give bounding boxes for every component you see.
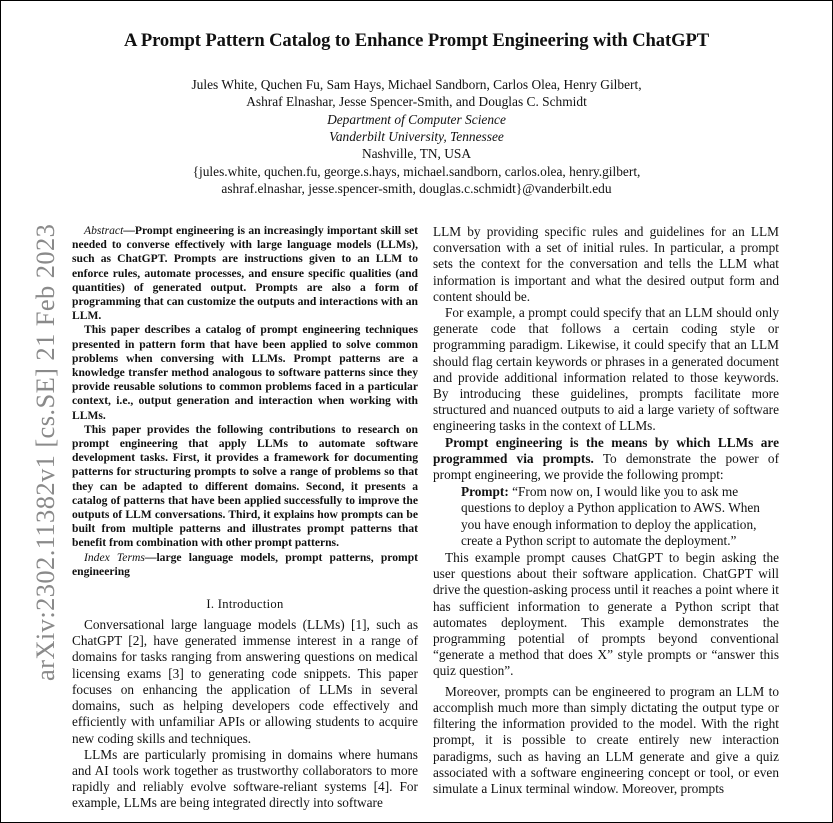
arxiv-stamp-text: arXiv:2302.11382v1 [cs.SE] 21 Feb 2023 [30,223,60,681]
right-column [433,224,779,797]
paper-title: A Prompt Pattern Catalog to Enhance Prompt Engineering with ChatGPT [123,30,709,51]
abstract-paragraph-2: This paper describes a catalog of prompt engineering techniques presented in pattern form that have been applied to solve common problems when conversing with LLMs. Prompt patterns are a knowledge transfer method analogous to software patterns since they provide reusable solutions to common problems faced in a particular context, i.e., output generation and interaction when working with LLMs. [72,323,418,422]
index-terms: Index Terms—large language models, prompt patterns, prompt engineering [72,550,418,578]
abstract-p1: Prompt engineering is an increasingly important skill set needed to converse effectively with large language models (LLMs), such as ChatGPT. Prompts are instructions given to an LLM to enforce rules, automate processes, and ensure specific qualities (and quantities) of generated output. Prompts are also a form of programming that can customize the outputs and interactions with an LLM. [72,224,418,323]
section-heading-introduction: I. Introduction [206,597,284,612]
abstract-lead: Abstract [84,224,124,237]
authors-line-1: Jules White, Quchen Fu, Sam Hays, Michael Sandborn, Carlos Olea, Henry Gilbert, [191,77,642,92]
prompt-example [461,484,779,549]
right-paragraph-0: LLM by providing specific rules and guidelines for an LLM conversation with a set of initial rules. In particular, a prompt sets the context for the conversation and tells the LLM what information is important and what the desired output form and content should be. [433,224,779,304]
arxiv-stamp [28,223,60,681]
affiliation-university: Vanderbilt University, Tennessee [329,129,504,144]
right-paragraph-1: For example, a prompt could specify that an LLM should only generate code that follows a certain coding style or programming paradigm. Likewise, it could specify that an LLM should flag certain keywords or phrases in a generated document and provide additional information related to those keywords. By introducing these guidelines, prompts facilitate more structured and nuanced outputs to aid a large variety of software engineering tasks in the context of LLMs. [433,305,779,434]
affiliation-location: Nashville, TN, USA [361,146,472,161]
abstract-paragraph-3: This paper provides the following contributions to research on prompt engineering that apply LLMs to automate software development tasks. First, it provides a framework for documenting patterns for structuring prompts to solve a range of problems so that they can be adapted to different domains. Second, it presents a catalog of patterns that have been applied successfully to improve the outputs of LLM conversations. Third, it explains how prompts can be built from multiple patterns and illustrates prompt patterns that benefit from combination with other prompt patterns. [72,422,418,550]
authors-line-2: Ashraf Elnashar, Jesse Spencer-Smith, and Douglas C. Schmidt [246,94,587,109]
right-paragraph-3: This example prompt causes ChatGPT to begin asking the user questions about their software application. ChatGPT will drive the question-asking process until it reaches a point where it has sufficient information to generate a Python script that automates deployment. This example demonstrates the programming potential of prompts beyond conventional “generate a method that does X” style prompts or “answer this quiz question”. [433,550,779,679]
abstract-paragraph-1: Abstract—Prompt engineering is an increasingly important skill set needed to converse effectively with large language models (LLMs), such as ChatGPT. Prompts are instructions given to an LLM to enforce rules, automate processes, and ensure specific qualities (and quantities) of generated output. Prompts are also a form of programming that can customize the outputs and interactions with an LLM. [72,224,418,323]
prompt-label: Prompt: [461,484,509,500]
emails-line-1: {jules.white, quchen.fu, george.s.hays, michael.sandborn, carlos.olea, henry.gilbert, [192,164,641,179]
right-paragraph-2 [433,435,779,484]
prompt-text: “From now on, I would like you to ask me questions to deploy a Python application to AWS. When you have enough information to deploy the application, create a Python script to automate the deployment.” [461,484,760,548]
affiliation-department: Department of Computer Science [327,112,506,127]
emails-line-2: ashraf.elnashar, jesse.spencer-smith, douglas.c.schmidt}@vanderbilt.edu [221,181,612,196]
intro-paragraph-2: LLMs are particularly promising in domains where humans and AI tools work together as trustworthy collaborators to more rapidly and reliably evolve software-reliant systems [4]. For example, LLMs are being integrated directly into software [72,746,418,811]
right-paragraph-2-bold: Prompt engineering is the means by which LLMs are programmed via prompts. [433,434,779,466]
right-paragraph-4: Moreover, prompts can be engineered to program an LLM to accomplish much more than simply dictating the output type or filtering the information provided to the model. With the right prompt, it is possible to create entirely new interaction paradigms, such as having an LLM generate and give a quiz associated with a software engineering concept or tool, or even simulate a Linux terminal window. Moreover, prompts [433,683,779,796]
left-column [72,224,418,812]
intro-paragraph-1: Conversational large language models (LLMs) [1], such as ChatGPT [2], have generated immense interest in a range of domains for tasks ranging from answering questions on medical licensing exams [3] to generating code snippets. This paper focuses on enhancing the application of LLMs in several domains, such as helping developers code effectively and efficiently with unfamiliar APIs or allowing students to acquire new coding skills and techniques. [72,617,418,746]
index-terms-lead: Index Terms [84,550,145,564]
right-paragraph-2-rest: To demonstrate the power of prompt engineering, we provide the following prompt: [433,450,779,483]
index-terms-text: large language models, prompt patterns, prompt engineering [72,550,418,578]
